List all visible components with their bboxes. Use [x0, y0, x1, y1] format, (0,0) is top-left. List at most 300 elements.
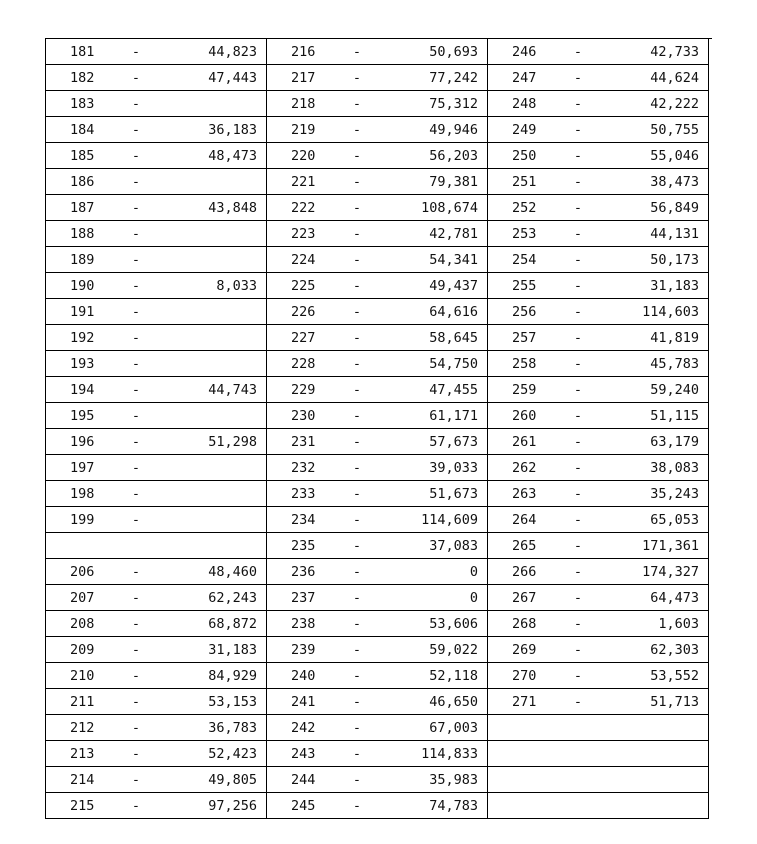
table-cell-group: [46, 585, 267, 611]
table-cell-group: [488, 611, 709, 637]
table-cell-row-number: 212: [70, 720, 95, 736]
table-cell-dash: -: [573, 616, 583, 632]
table-cell-dash: -: [131, 408, 141, 424]
table-cell-value: 64,473: [650, 590, 699, 606]
table-cell-value: 50,755: [650, 122, 699, 138]
table-cell-value: 174,327: [642, 564, 699, 580]
table-cell-dash: -: [352, 616, 362, 632]
table-cell-group: [267, 39, 488, 65]
table-cell-row-number: 261: [512, 434, 537, 450]
table-cell-group: [267, 351, 488, 377]
table-cell-value: [156, 507, 266, 532]
table-cell-dash: -: [573, 408, 583, 424]
table-cell-dash: -: [573, 512, 583, 528]
table-cell-dash: [116, 533, 156, 558]
table-cell-dash: -: [131, 356, 141, 372]
table-cell-dash: -: [352, 382, 362, 398]
table-cell-row-number: 189: [70, 252, 95, 268]
table-cell-row-number: 207: [70, 590, 95, 606]
table-cell-group: [488, 39, 709, 65]
table-cell-dash: -: [352, 434, 362, 450]
table-cell-value: 55,046: [650, 148, 699, 164]
table-cell-group: [267, 507, 488, 533]
table-cell-row-number: 241: [291, 694, 316, 710]
table-cell-dash: -: [131, 44, 141, 60]
table-row: [46, 637, 712, 663]
table-cell-row-number: 237: [291, 590, 316, 606]
table-cell-dash: -: [352, 356, 362, 372]
table-cell-group: [46, 195, 267, 221]
table-cell-dash: -: [131, 564, 141, 580]
table-cell-value: 49,805: [208, 772, 257, 788]
table-cell-value: 42,781: [429, 226, 478, 242]
table-cell-group: [267, 533, 488, 559]
table-cell-row-number: 187: [70, 200, 95, 216]
table-cell-row-number: 210: [70, 668, 95, 684]
table-cell-value: 37,083: [429, 538, 478, 554]
table-cell-dash: -: [573, 252, 583, 268]
table-cell-value: 31,183: [208, 642, 257, 658]
table-cell-row-number: 234: [291, 512, 316, 528]
table-cell-group: [46, 455, 267, 481]
table-cell-group: [267, 663, 488, 689]
table-cell-row-number: 245: [291, 798, 316, 814]
table-cell-value: 67,003: [429, 720, 478, 736]
table-cell-group: [488, 715, 709, 741]
table-cell-value: 53,606: [429, 616, 478, 632]
table-cell-row-number: 196: [70, 434, 95, 450]
table-cell-group: [488, 403, 709, 429]
table-cell-group: [267, 299, 488, 325]
table-cell-dash: -: [131, 720, 141, 736]
table-cell-dash: -: [131, 148, 141, 164]
table-cell-group: [488, 325, 709, 351]
table-row: [46, 377, 712, 403]
table-row: [46, 715, 712, 741]
table-cell-value: 46,650: [429, 694, 478, 710]
table-cell-dash: -: [352, 122, 362, 138]
table-cell-value: 56,849: [650, 200, 699, 216]
data-table: [45, 38, 712, 819]
table-cell-row-number: 208: [70, 616, 95, 632]
table-cell-group: [267, 403, 488, 429]
table-cell-row-number: 249: [512, 122, 537, 138]
table-cell-row-number: 267: [512, 590, 537, 606]
table-cell-row-number: 246: [512, 44, 537, 60]
table-cell-row-number: 242: [291, 720, 316, 736]
table-row: [46, 559, 712, 585]
table-cell-group: [488, 455, 709, 481]
table-cell-row-number: 238: [291, 616, 316, 632]
table-cell-group: [488, 377, 709, 403]
table-cell-dash: -: [352, 408, 362, 424]
table-cell-dash: -: [352, 746, 362, 762]
table-row: [46, 507, 712, 533]
table-cell-row-number: 229: [291, 382, 316, 398]
table-cell-value: 0: [469, 564, 478, 580]
table-cell-dash: -: [131, 96, 141, 112]
table-cell-row-number: 183: [70, 96, 95, 112]
table-row: [46, 247, 712, 273]
table-cell-row-number: 198: [70, 486, 95, 502]
table-cell-dash: -: [131, 330, 141, 346]
table-cell-value: 42,733: [650, 44, 699, 60]
table-row: [46, 221, 712, 247]
table-row: [46, 195, 712, 221]
table-cell-value: 8,033: [216, 278, 257, 294]
table-cell-value: 64,616: [429, 304, 478, 320]
table-cell-row-number: 233: [291, 486, 316, 502]
table-cell-group: [488, 143, 709, 169]
table-cell-value: 31,183: [650, 278, 699, 294]
table-cell-row-number: 252: [512, 200, 537, 216]
table-cell-row-number: 223: [291, 226, 316, 242]
table-row: [46, 663, 712, 689]
table-cell-value: 114,603: [642, 304, 699, 320]
table-cell-group: [267, 143, 488, 169]
table-cell-group: [46, 403, 267, 429]
table-cell-dash: -: [352, 330, 362, 346]
table-cell-group: [46, 65, 267, 91]
table-cell-dash: -: [131, 746, 141, 762]
table-cell-group: [488, 169, 709, 195]
table-cell-dash: -: [573, 96, 583, 112]
table-cell-value: 51,298: [208, 434, 257, 450]
table-cell-dash: -: [573, 538, 583, 554]
table-cell-group: [46, 559, 267, 585]
table-row: [46, 793, 712, 819]
table-row: [46, 403, 712, 429]
table-cell-dash: -: [131, 798, 141, 814]
table-cell-dash: -: [352, 694, 362, 710]
table-cell-row-number: 262: [512, 460, 537, 476]
table-cell-group: [46, 533, 267, 559]
table-cell-group: [488, 559, 709, 585]
table-cell-group: [267, 585, 488, 611]
table-cell-group: [46, 221, 267, 247]
table-cell-dash: -: [131, 200, 141, 216]
table-cell-dash: -: [573, 226, 583, 242]
table-cell-value: [156, 455, 266, 480]
table-cell-row-number: 228: [291, 356, 316, 372]
table-cell-dash: -: [573, 148, 583, 164]
table-cell-row-number: 214: [70, 772, 95, 788]
table-cell-value: [156, 351, 266, 376]
table-row: [46, 169, 712, 195]
table-cell-group: [267, 169, 488, 195]
table-cell-group: [488, 247, 709, 273]
table-cell-value: 35,983: [429, 772, 478, 788]
table-cell-value: 48,473: [208, 148, 257, 164]
table-cell-dash: -: [352, 278, 362, 294]
table-cell-value: 65,053: [650, 512, 699, 528]
table-cell-row-number: 209: [70, 642, 95, 658]
table-cell-dash: -: [352, 304, 362, 320]
table-cell-value: [156, 169, 266, 194]
table-cell-group: [267, 273, 488, 299]
table-cell-dash: -: [131, 590, 141, 606]
table-cell-dash: -: [352, 44, 362, 60]
table-cell-row-number: 250: [512, 148, 537, 164]
table-cell-dash: -: [131, 694, 141, 710]
table-cell-dash: -: [352, 512, 362, 528]
table-cell-group: [46, 429, 267, 455]
table-cell-group: [46, 715, 267, 741]
table-cell-row-number: 266: [512, 564, 537, 580]
table-row: [46, 117, 712, 143]
table-cell-row-number: 268: [512, 616, 537, 632]
table-cell-row-number: 259: [512, 382, 537, 398]
table-cell-group: [46, 169, 267, 195]
table-cell-row-number: 221: [291, 174, 316, 190]
table-cell-group: [267, 741, 488, 767]
table-cell-dash: -: [131, 616, 141, 632]
table-row: [46, 325, 712, 351]
table-row: [46, 455, 712, 481]
table-cell-row-number: 211: [70, 694, 95, 710]
table-cell-value: 63,179: [650, 434, 699, 450]
table-cell-value: [156, 403, 266, 428]
table-cell-value: [156, 247, 266, 272]
table-cell-group: [488, 299, 709, 325]
table-cell-value: 74,783: [429, 798, 478, 814]
table-cell-value: 114,833: [421, 746, 478, 762]
table-cell-row-number: 255: [512, 278, 537, 294]
table-cell-group: [488, 91, 709, 117]
table-cell-value: [156, 481, 266, 506]
table-cell-group: [46, 39, 267, 65]
table-cell-row-number: 265: [512, 538, 537, 554]
table-cell-dash: -: [352, 252, 362, 268]
table-cell-group: [46, 689, 267, 715]
table-cell-value: 49,946: [429, 122, 478, 138]
table-cell-group: [267, 377, 488, 403]
table-cell-dash: -: [131, 174, 141, 190]
table-cell-group: [46, 117, 267, 143]
table-cell-group: [46, 637, 267, 663]
table-cell-row-number: 217: [291, 70, 316, 86]
table-cell-row-number: 216: [291, 44, 316, 60]
table-cell-value: 42,222: [650, 96, 699, 112]
table-cell-value: 54,750: [429, 356, 478, 372]
table-cell-dash: -: [352, 564, 362, 580]
table-cell-row-number: 270: [512, 668, 537, 684]
table-cell-value: 47,443: [208, 70, 257, 86]
table-cell-row-number: 257: [512, 330, 537, 346]
table-cell-value: 97,256: [208, 798, 257, 814]
table-cell-row-number: 215: [70, 798, 95, 814]
table-cell-value: 43,848: [208, 200, 257, 216]
table-cell-row-number: 227: [291, 330, 316, 346]
table-cell-row-number: 224: [291, 252, 316, 268]
table-cell-value: 49,437: [429, 278, 478, 294]
table-cell-group: [488, 637, 709, 663]
table-cell-group: [267, 611, 488, 637]
table-cell-group: [267, 221, 488, 247]
table-cell-dash: -: [573, 460, 583, 476]
table-row: [46, 429, 712, 455]
table-cell-row-number: 231: [291, 434, 316, 450]
table-cell-row-number: 226: [291, 304, 316, 320]
table-cell-dash: -: [573, 278, 583, 294]
table-cell-group: [267, 195, 488, 221]
table-cell-group: [488, 689, 709, 715]
table-cell-row-number: 213: [70, 746, 95, 762]
table-row: [46, 481, 712, 507]
table-cell-group: [267, 767, 488, 793]
table-cell-group: [267, 481, 488, 507]
table-cell-value: 54,341: [429, 252, 478, 268]
table-cell-row-number: [46, 533, 116, 558]
table-cell-value: 44,624: [650, 70, 699, 86]
table-cell-value: 0: [469, 590, 478, 606]
table-cell-row-number: 192: [70, 330, 95, 346]
table-cell-group: [46, 767, 267, 793]
table-cell-dash: -: [352, 486, 362, 502]
table-cell-dash: -: [352, 798, 362, 814]
table-cell-group: [488, 221, 709, 247]
table-cell-dash: -: [573, 590, 583, 606]
table-cell-group: [488, 767, 709, 793]
table-cell-group: [267, 637, 488, 663]
table-cell-dash: -: [131, 434, 141, 450]
table-cell-group: [46, 793, 267, 819]
table-cell-dash: -: [131, 486, 141, 502]
table-cell-row-number: 191: [70, 304, 95, 320]
table-cell-row-number: 194: [70, 382, 95, 398]
table-cell-value: 75,312: [429, 96, 478, 112]
table-cell-value: 62,243: [208, 590, 257, 606]
table-cell-value: 41,819: [650, 330, 699, 346]
table-cell-row-number: 182: [70, 70, 95, 86]
table-cell-value: 114,609: [421, 512, 478, 528]
table-cell-group: [488, 481, 709, 507]
table-cell-row-number: 243: [291, 746, 316, 762]
table-cell-value: 50,693: [429, 44, 478, 60]
table-cell-dash: -: [131, 512, 141, 528]
table-row: [46, 143, 712, 169]
table-cell-row-number: 260: [512, 408, 537, 424]
table-cell-dash: -: [131, 460, 141, 476]
table-cell-value: 51,673: [429, 486, 478, 502]
table-cell-row-number: 244: [291, 772, 316, 788]
table-cell-row-number: 254: [512, 252, 537, 268]
table-cell-row-number: 197: [70, 460, 95, 476]
table-cell-value: 48,460: [208, 564, 257, 580]
table-cell-row-number: 193: [70, 356, 95, 372]
table-row: [46, 91, 712, 117]
table-cell-group: [488, 117, 709, 143]
table-cell-row-number: 258: [512, 356, 537, 372]
table-cell-value: 59,240: [650, 382, 699, 398]
table-cell-dash: -: [573, 200, 583, 216]
table-cell-value: 57,673: [429, 434, 478, 450]
table-row: [46, 689, 712, 715]
table-cell-group: [46, 611, 267, 637]
table-row: [46, 65, 712, 91]
table-cell-group: [267, 715, 488, 741]
table-cell-row-number: 219: [291, 122, 316, 138]
table-cell-dash: -: [352, 772, 362, 788]
table-cell-value: 51,115: [650, 408, 699, 424]
table-cell-value: 52,423: [208, 746, 257, 762]
table-cell-dash: -: [131, 772, 141, 788]
table-cell-group: [488, 273, 709, 299]
table-cell-dash: -: [352, 96, 362, 112]
table-cell-dash: -: [131, 70, 141, 86]
table-cell-value: 52,118: [429, 668, 478, 684]
table-cell-group: [267, 559, 488, 585]
table-cell-dash: -: [573, 356, 583, 372]
table-cell-group: [488, 663, 709, 689]
table-cell-group: [46, 325, 267, 351]
table-cell-value: [156, 533, 266, 558]
table-cell-row-number: 222: [291, 200, 316, 216]
table-cell-group: [267, 689, 488, 715]
table-cell-group: [267, 91, 488, 117]
table-cell-value: [156, 299, 266, 324]
table-cell-group: [46, 377, 267, 403]
table-cell-dash: -: [352, 226, 362, 242]
table-cell-group: [46, 91, 267, 117]
table-cell-dash: -: [131, 226, 141, 242]
table-cell-row-number: 253: [512, 226, 537, 242]
table-cell-value: 36,183: [208, 122, 257, 138]
table-cell-value: [156, 91, 266, 116]
table-cell-value: 108,674: [421, 200, 478, 216]
table-cell-row-number: 232: [291, 460, 316, 476]
table-cell-value: 171,361: [642, 538, 699, 554]
table-cell-row-number: 190: [70, 278, 95, 294]
table-cell-value: 59,022: [429, 642, 478, 658]
table-cell-group: [267, 117, 488, 143]
table-cell-row-number: 264: [512, 512, 537, 528]
table-cell-group: [46, 247, 267, 273]
table-row: [46, 39, 712, 65]
table-cell-dash: -: [573, 434, 583, 450]
table-cell-group: [488, 585, 709, 611]
table-row: [46, 741, 712, 767]
table-cell-value: 45,783: [650, 356, 699, 372]
table-cell-group: [488, 507, 709, 533]
table-cell-dash: -: [573, 564, 583, 580]
table-cell-group: [267, 455, 488, 481]
table-cell-dash: -: [131, 304, 141, 320]
table-cell-dash: -: [573, 174, 583, 190]
table-cell-dash: -: [131, 642, 141, 658]
table-cell-group: [46, 741, 267, 767]
table-cell-row-number: 218: [291, 96, 316, 112]
table-cell-group: [488, 195, 709, 221]
table-cell-row-number: 248: [512, 96, 537, 112]
table-cell-row-number: 251: [512, 174, 537, 190]
table-cell-value: 68,872: [208, 616, 257, 632]
table-cell-value: 53,153: [208, 694, 257, 710]
table-row: [46, 351, 712, 377]
table-cell-group: [488, 65, 709, 91]
table-cell-value: 44,131: [650, 226, 699, 242]
table-cell-row-number: 181: [70, 44, 95, 60]
table-cell-dash: -: [352, 538, 362, 554]
table-cell-dash: -: [573, 122, 583, 138]
table-cell-group: [46, 663, 267, 689]
table-row: [46, 585, 712, 611]
table-row: [46, 533, 712, 559]
table-cell-value: 62,303: [650, 642, 699, 658]
table-cell-row-number: 269: [512, 642, 537, 658]
table-cell-group: [488, 351, 709, 377]
table-cell-group: [267, 325, 488, 351]
